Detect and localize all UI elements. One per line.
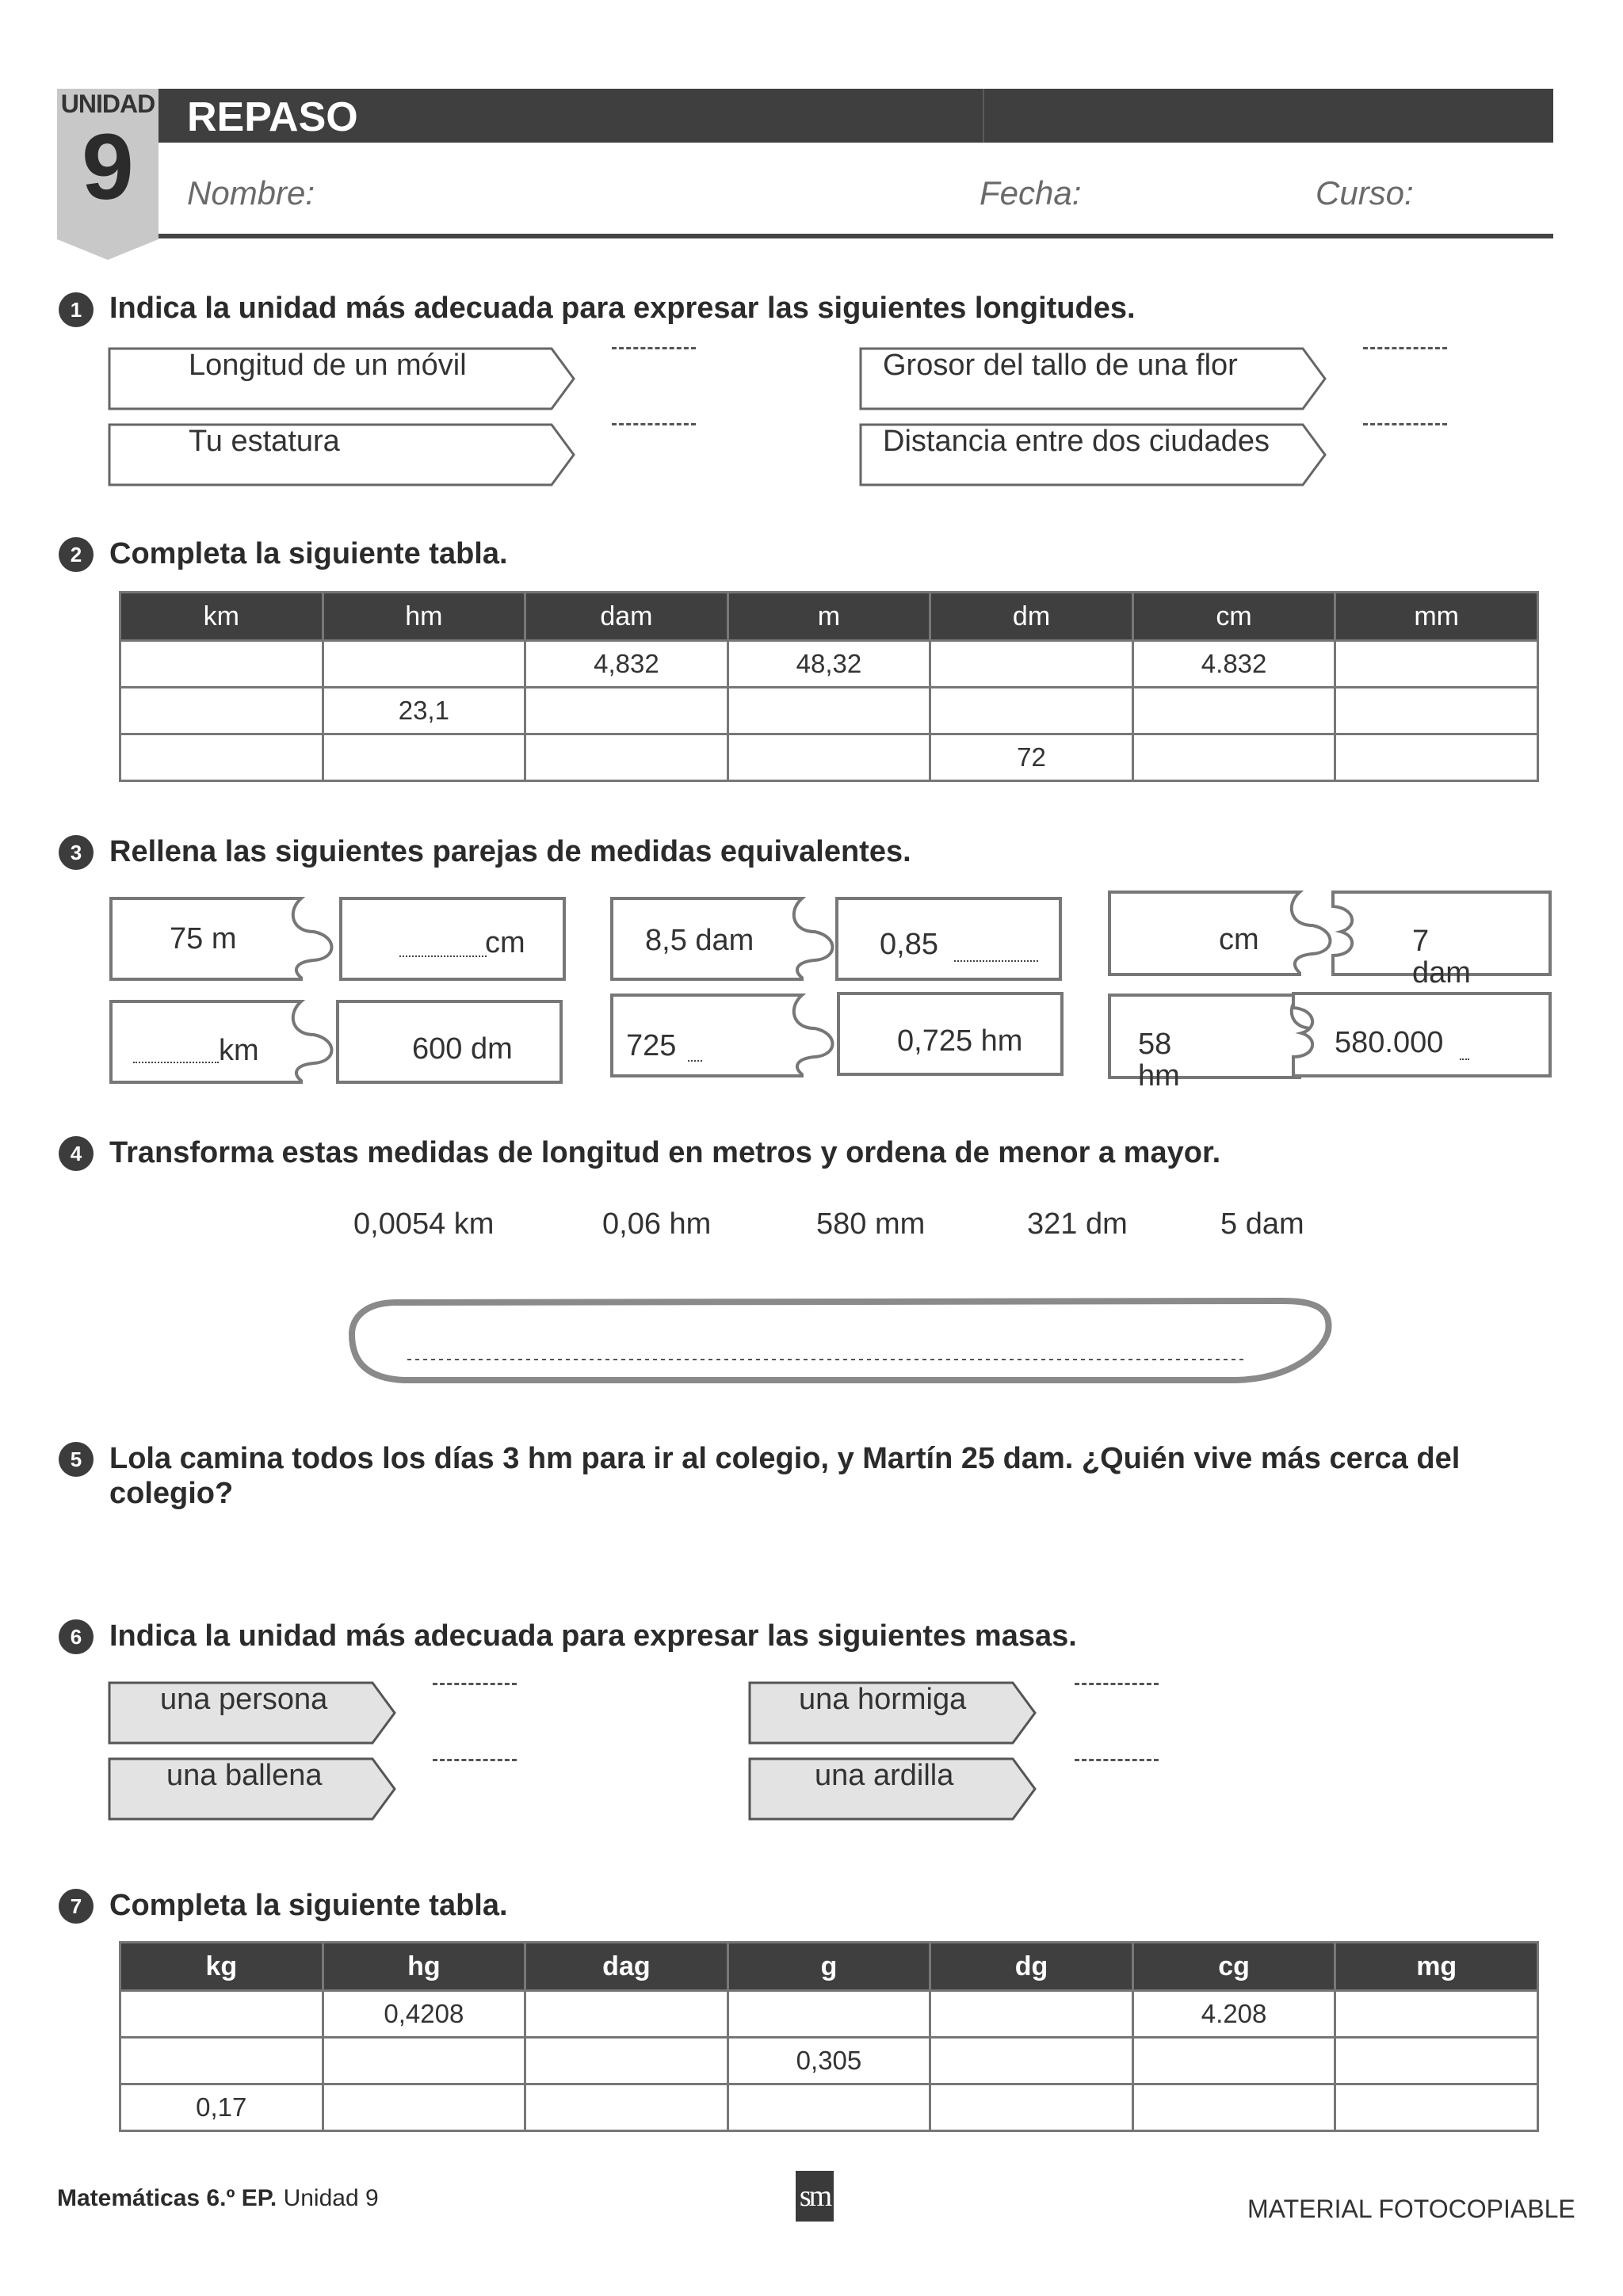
table-cell[interactable] bbox=[120, 2038, 323, 2084]
table-cell[interactable] bbox=[120, 688, 323, 734]
table-header: dg bbox=[930, 1943, 1133, 1991]
header-rule bbox=[158, 234, 1553, 238]
exercise-1-title: Indica la unidad más adecuada para expresar las siguientes longitudes. bbox=[109, 292, 1136, 325]
table-cell[interactable] bbox=[1335, 641, 1538, 688]
table-row bbox=[120, 734, 1538, 781]
table-cell[interactable] bbox=[525, 734, 728, 781]
table-cell[interactable] bbox=[323, 2038, 525, 2084]
pair-6-left: 58 hm bbox=[1138, 1028, 1180, 1093]
measure-3: 580 mm bbox=[816, 1207, 926, 1241]
answer-blank[interactable] bbox=[433, 1683, 517, 1685]
table-cell[interactable] bbox=[323, 641, 525, 688]
table-cell[interactable] bbox=[1335, 2038, 1538, 2084]
table-header: mg bbox=[1335, 1943, 1538, 1991]
exercise-5-number: 5 bbox=[59, 1442, 94, 1477]
name-field-label: Nombre: bbox=[187, 174, 315, 212]
table-header: dag bbox=[525, 1943, 728, 1991]
answer-blank[interactable] bbox=[612, 347, 696, 349]
table-header: cm bbox=[1132, 593, 1335, 641]
footer-unit: Unidad 9 bbox=[283, 2185, 379, 2211]
unit-label: UNIDAD bbox=[60, 90, 155, 118]
table-cell[interactable] bbox=[930, 641, 1133, 688]
length-item-1: Longitud de un móvil bbox=[189, 349, 467, 382]
length-item-3: Tu estatura bbox=[189, 425, 340, 458]
table-cell[interactable] bbox=[727, 734, 930, 781]
exercise-1-number: 1 bbox=[59, 292, 94, 327]
table-cell[interactable] bbox=[930, 2084, 1133, 2131]
puzzle-piece-right bbox=[835, 897, 1062, 981]
table-header: m bbox=[727, 593, 930, 641]
table-cell[interactable] bbox=[930, 2038, 1133, 2084]
answer-blank[interactable] bbox=[688, 1060, 702, 1062]
table-cell[interactable] bbox=[1335, 1991, 1538, 2038]
exercise-5-title-line-1: Lola camina todos los días 3 hm para ir al colegio, y Martín 25 dam. ¿Quién vive más cerca del bbox=[109, 1442, 1461, 1475]
table-cell[interactable] bbox=[727, 688, 930, 734]
table-cell[interactable] bbox=[1335, 2084, 1538, 2131]
answer-blank[interactable] bbox=[133, 1062, 219, 1063]
mass-item-2: una hormiga bbox=[799, 1683, 967, 1716]
table-cell[interactable] bbox=[1335, 688, 1538, 734]
pair-1-left: 75 m bbox=[170, 922, 237, 955]
table-cell[interactable] bbox=[525, 2038, 728, 2084]
answer-blank[interactable] bbox=[1363, 423, 1447, 425]
length-item-2: Grosor del tallo de una flor bbox=[883, 349, 1238, 382]
exercise-4-title: Transforma estas medidas de longitud en metros y ordena de menor a mayor. bbox=[109, 1136, 1221, 1169]
answer-blank[interactable] bbox=[1363, 347, 1447, 349]
table-cell[interactable] bbox=[525, 1991, 728, 2038]
pair-5-right: 0,725 hm bbox=[897, 1024, 1023, 1058]
pair-3-left: cm bbox=[1219, 923, 1259, 956]
table-header: hm bbox=[323, 593, 525, 641]
pair-5-left: 725 bbox=[626, 1029, 677, 1062]
table-cell: 72 bbox=[930, 734, 1133, 781]
length-item-4: Distancia entre dos ciudades bbox=[883, 425, 1270, 458]
table-row bbox=[120, 641, 1538, 688]
exercise-2-title: Completa la siguiente tabla. bbox=[109, 537, 508, 570]
table-cell[interactable] bbox=[323, 2084, 525, 2131]
pair-4-right: 600 dm bbox=[412, 1032, 513, 1066]
mass-item-3: una ballena bbox=[166, 1759, 323, 1792]
table-cell[interactable] bbox=[120, 1991, 323, 2038]
puzzle-piece-right bbox=[339, 897, 566, 981]
table-header: cg bbox=[1132, 1943, 1335, 1991]
measure-1: 0,0054 km bbox=[353, 1207, 495, 1241]
table-cell: 4.208 bbox=[1132, 1991, 1335, 2038]
exercise-7-title: Completa la siguiente tabla. bbox=[109, 1889, 508, 1922]
mass-item-1: una persona bbox=[160, 1683, 328, 1716]
pair-2-left: 8,5 dam bbox=[645, 924, 754, 957]
page-title: REPASO bbox=[187, 94, 358, 140]
table-cell: 0,305 bbox=[727, 2038, 930, 2084]
table-cell[interactable] bbox=[323, 734, 525, 781]
exercise-5-title-line-2: colegio? bbox=[109, 1477, 234, 1510]
mass-item-4: una ardilla bbox=[815, 1759, 954, 1792]
tag-shape bbox=[108, 423, 575, 486]
pair-2-right: 0,85 bbox=[880, 928, 938, 961]
table-header: dm bbox=[930, 593, 1133, 641]
answer-blank[interactable] bbox=[1075, 1683, 1159, 1685]
pair-1-right: cm bbox=[485, 926, 525, 959]
table-cell: 4.832 bbox=[1132, 641, 1335, 688]
footer-copy-notice: MATERIAL FOTOCOPIABLE bbox=[1247, 2195, 1575, 2223]
table-cell[interactable] bbox=[1132, 2038, 1335, 2084]
exercise-3-title: Rellena las siguientes parejas de medidas equivalentes. bbox=[109, 835, 911, 868]
measure-4: 321 dm bbox=[1027, 1207, 1128, 1241]
table-cell[interactable] bbox=[1132, 2084, 1335, 2131]
table-cell: 4,832 bbox=[525, 641, 728, 688]
table-row bbox=[120, 2038, 1538, 2084]
measure-5: 5 dam bbox=[1220, 1207, 1304, 1241]
exercise-3-number: 3 bbox=[59, 835, 94, 870]
table-cell: 23,1 bbox=[323, 688, 525, 734]
table-cell[interactable] bbox=[1335, 734, 1538, 781]
pair-4-left: km bbox=[219, 1034, 259, 1067]
table-cell: 0,17 bbox=[120, 2084, 323, 2131]
exercise-6-number: 6 bbox=[59, 1619, 94, 1654]
mass-table bbox=[119, 1941, 1539, 2132]
table-row bbox=[120, 2084, 1538, 2131]
exercise-6-title: Indica la unidad más adecuada para expresar las siguientes masas. bbox=[109, 1619, 1077, 1653]
table-header: hg bbox=[323, 1943, 525, 1991]
answer-blank[interactable] bbox=[399, 955, 487, 957]
unit-number: 9 bbox=[82, 115, 134, 219]
answer-blank[interactable] bbox=[612, 423, 696, 425]
table-header: kg bbox=[120, 1943, 323, 1991]
title-bar bbox=[158, 89, 1553, 143]
answer-blank[interactable] bbox=[433, 1759, 517, 1761]
table-cell[interactable] bbox=[525, 2084, 728, 2131]
table-row bbox=[120, 688, 1538, 734]
course-field-label: Curso: bbox=[1316, 174, 1414, 212]
table-cell: 48,32 bbox=[727, 641, 930, 688]
table-cell[interactable] bbox=[930, 688, 1133, 734]
table-row bbox=[120, 1991, 1538, 2038]
measure-2: 0,06 hm bbox=[602, 1207, 712, 1241]
table-cell[interactable] bbox=[727, 2084, 930, 2131]
table-cell[interactable] bbox=[120, 641, 323, 688]
footer-book-title: Matemáticas 6.º EP. bbox=[57, 2185, 277, 2211]
answer-blank[interactable] bbox=[954, 960, 1038, 962]
table-cell: 0,4208 bbox=[323, 1991, 525, 2038]
answer-blank[interactable] bbox=[1460, 1058, 1469, 1060]
table-cell[interactable] bbox=[1132, 734, 1335, 781]
publisher-logo: sm bbox=[796, 2171, 834, 2222]
pair-3-right: 7 dam bbox=[1412, 925, 1471, 990]
table-cell[interactable] bbox=[525, 688, 728, 734]
pair-6-right: 580.000 bbox=[1335, 1026, 1444, 1059]
answer-banner[interactable] bbox=[349, 1296, 1335, 1386]
exercise-4-number: 4 bbox=[59, 1136, 94, 1171]
footer-book bbox=[57, 2185, 379, 2212]
answer-blank[interactable] bbox=[1075, 1759, 1159, 1761]
length-table bbox=[119, 591, 1539, 782]
date-field-label: Fecha: bbox=[980, 174, 1082, 212]
table-cell[interactable] bbox=[120, 734, 323, 781]
table-header: g bbox=[727, 1943, 930, 1991]
table-cell[interactable] bbox=[727, 1991, 930, 2038]
exercise-2-number: 2 bbox=[59, 537, 94, 572]
exercise-7-number: 7 bbox=[59, 1889, 94, 1924]
table-header: mm bbox=[1335, 593, 1538, 641]
table-header: km bbox=[120, 593, 323, 641]
table-header: dam bbox=[525, 593, 728, 641]
table-cell[interactable] bbox=[930, 1991, 1133, 2038]
table-cell[interactable] bbox=[1132, 688, 1335, 734]
